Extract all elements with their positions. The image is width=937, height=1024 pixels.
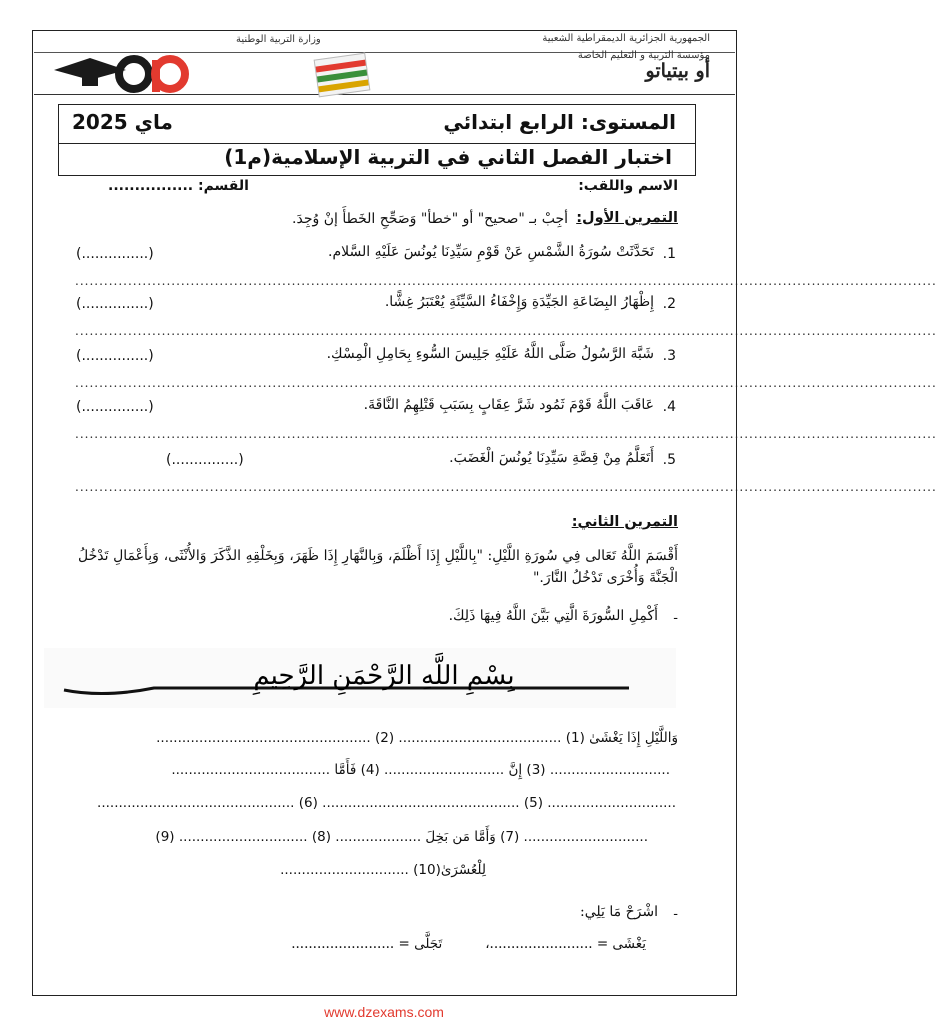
brand-name: أو بيتياتو: [645, 60, 710, 82]
organization-text: مؤسسة التربية و التعليم الخاصة: [577, 50, 710, 61]
correction-line[interactable]: ...................................................................................................................................................................................: [75, 324, 937, 338]
calligraphy-stroke: [44, 648, 676, 708]
surah-fill-line[interactable]: لِلْعُسْرَىٰ(10) ..............................: [280, 862, 486, 878]
explain-label: اشْرَحْ مَا يَلِي:: [580, 904, 658, 920]
correction-line[interactable]: ...................................................................................................................................................................................: [75, 376, 937, 390]
exam-title: اختبار الفصل الثاني في التربية الإسلامية(م1): [224, 145, 672, 169]
school-logo: [52, 50, 202, 92]
question-number: .5: [662, 452, 676, 468]
correction-line[interactable]: ...................................................................................................................................................................................: [75, 274, 937, 288]
question-text: تَحَدَّثَتْ سُورَةُ الشَّمْسِ عَنْ قَوْمِ سَيِّدِنَا يُونُسَ عَلَيْهِ السَّلام.: [328, 244, 654, 260]
correction-line[interactable]: ...................................................................................................................................................................................: [75, 480, 937, 494]
surah-fill-line[interactable]: وَاللَّيْلِ إِذَا يَغْشَىٰ (1) ...................................... (2) ..................................................: [156, 730, 678, 746]
bullet-marker: -: [673, 906, 678, 922]
question-number: .1: [662, 246, 676, 262]
exercise2-text: أَقْسَمَ اللَّهُ تَعَالى فِي سُورَةِ اللَّيْلِ: "بِاللَّيْلِ إِذَا أَظْلَمَ، وَبِالنَّهَارِ إِذَا ظَهَرَ، وَبِخَلْقِهِ الذَّكَرَ وَالأُنْثَى، وَبِأَعْمَالِ تَدْخُلُ الْجَنَّةَ وَأُخْرَى تَدْخُلُ النَّارَ.": [78, 548, 678, 586]
book-illustration: [314, 53, 371, 98]
answer-blank[interactable]: (...............): [76, 348, 154, 364]
question-number: .2: [662, 296, 676, 312]
exercise1-heading: التمرين الأول:: [576, 210, 678, 226]
surah-fill-line[interactable]: .............................. (5) .............................................. (6) ..............................................: [97, 795, 676, 811]
basmala-calligraphy: [44, 648, 676, 708]
exam-date: ماي 2025: [72, 110, 173, 134]
question-text: أَتَعَلَّمُ مِنْ قِصَّةِ سَيِّدِنَا يُونُسَ الْغَضَبَ.: [449, 450, 654, 466]
explain-items[interactable]: يَغْشَى = ........................، تَجَلَّى = ........................: [291, 936, 646, 952]
surah-fill-line[interactable]: ............................. (7) وَأَمَّا مَن بَخِلَ .................... (8) .............................. (9): [155, 829, 648, 845]
exercise1-instruction: أجِبْ بـ "صحيح" أو "خطأ" وَصَحِّحِ الخَطأَ إنْ وُجِدَ.: [292, 211, 568, 227]
footer-url[interactable]: www.dzexams.com: [324, 1004, 444, 1020]
answer-blank[interactable]: (...............): [76, 399, 154, 415]
correction-line[interactable]: ...................................................................................................................................................................................: [75, 427, 937, 441]
answer-blank[interactable]: (...............): [76, 246, 154, 262]
question-number: .4: [662, 399, 676, 415]
answer-blank[interactable]: (...............): [76, 296, 154, 312]
question-text: عَاقَبَ اللَّهُ قَوْمَ ثَمُود شَرَّ عِقَابٍ بِسَبَبِ قَتْلِهِمُ النَّاقَةَ.: [363, 397, 654, 413]
exercise2-instruction: أَكْمِلِ السُّورَةَ الَّتِي بَيَّنَ اللَّهُ فِيهَا ذَلِكَ.: [448, 608, 658, 624]
section-label: القسم: ................: [108, 178, 249, 194]
header-bottom-divider: [34, 94, 735, 95]
question-text: شَبَّهَ الرَّسُولُ صَلَّى اللَّهُ عَلَيْهِ جَلِيسَ السُّوءِ بِحَامِلِ الْمِسْكِ.: [326, 346, 654, 362]
basmala-text: بِسْمِ اللَّهِ الرَّحْمَنِ الرَّحِيمِ: [253, 661, 515, 691]
name-label: الاسم واللقب:: [578, 178, 678, 194]
republic-text: الجمهورية الجزائرية الديمقراطية الشعبية: [542, 33, 710, 44]
surah-fill-line[interactable]: ............................ (3) إِنَّ ............................ (4) فَأَمَّا .....................................: [171, 762, 670, 778]
bullet-marker: -: [673, 610, 678, 626]
exercise2-heading: التمرين الثاني:: [571, 514, 678, 530]
question-number: .3: [662, 348, 676, 364]
level-label: المستوى: الرابع ابتدائي: [443, 110, 676, 134]
question-text: إِظْهَارُ البِضَاعَةِ الجَيِّدَةِ وَإِخْفَاءُ السَّيِّئَةِ يُعْتَبَرُ غِشًّا.: [384, 294, 654, 310]
ministry-text: وزارة التربية الوطنية: [236, 34, 321, 45]
answer-blank[interactable]: (...............): [166, 452, 244, 468]
